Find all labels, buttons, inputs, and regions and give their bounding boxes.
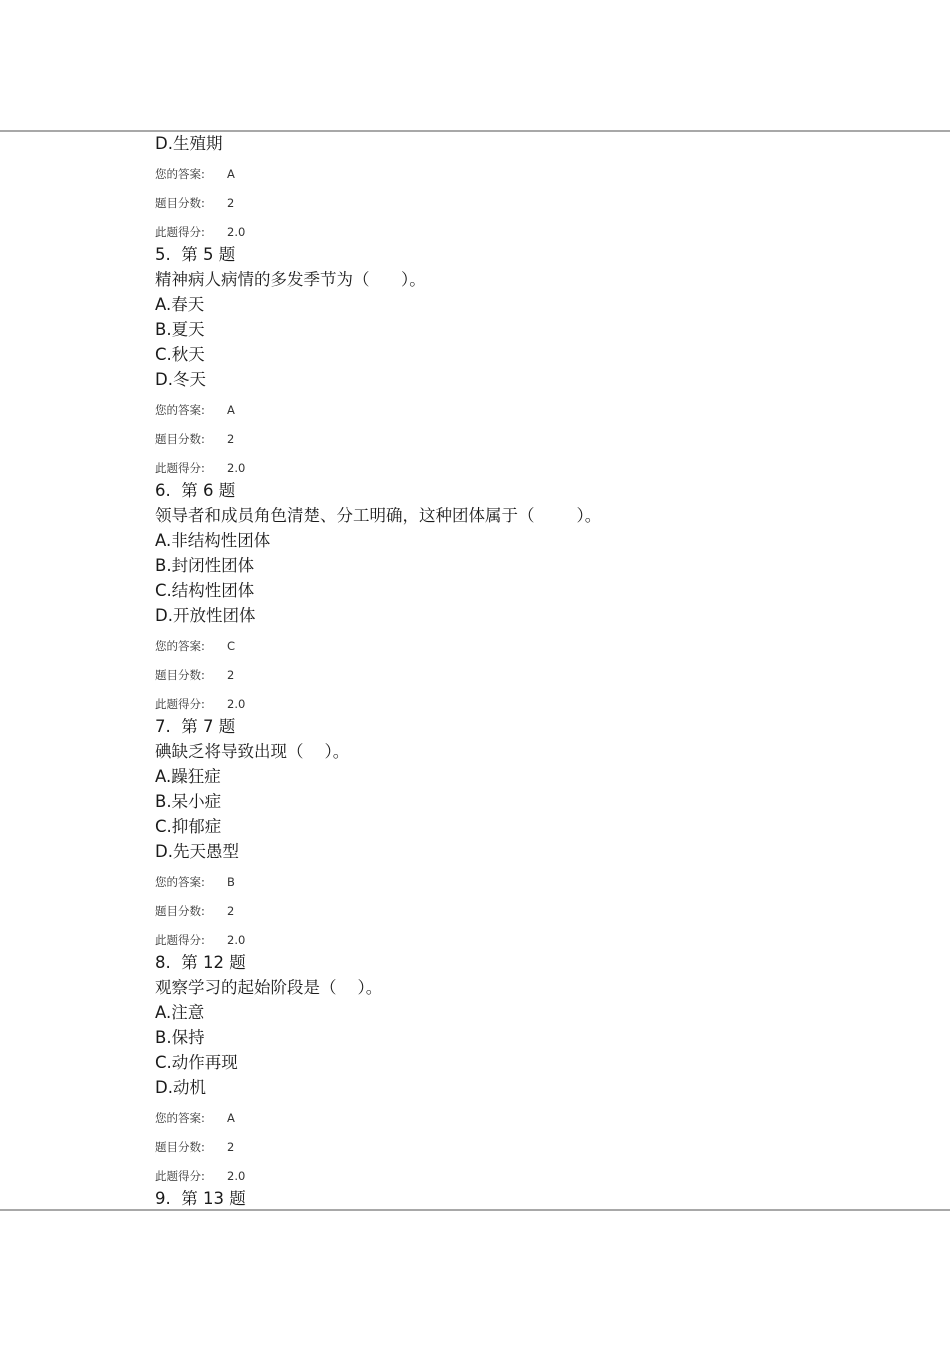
score-row: [155, 432, 234, 446]
your-answer-row: [155, 1111, 235, 1125]
score-value: 2: [227, 196, 235, 210]
option-b: B.夏天: [155, 320, 205, 339]
your-answer-label: 您的答案:: [155, 875, 205, 889]
option-b: B.封闭性团体: [155, 556, 255, 575]
score-label: 题目分数:: [155, 196, 205, 210]
score-row: [155, 904, 234, 918]
earned-label: 此题得分:: [155, 697, 205, 711]
option-b: B.保持: [155, 1028, 205, 1047]
score-row: [155, 196, 234, 210]
earned-label: 此题得分:: [155, 1169, 205, 1183]
score-value: 2: [227, 432, 235, 446]
page-bottom-divider: [0, 1209, 950, 1211]
earned-value: 2.0: [227, 697, 246, 711]
question-heading: 7. 第 7 题: [155, 717, 236, 736]
earned-label: 此题得分:: [155, 225, 205, 239]
earned-row: [155, 1169, 245, 1183]
question-heading: 5. 第 5 题: [155, 245, 236, 264]
option-a: A.躁狂症: [155, 767, 221, 786]
your-answer-label: 您的答案:: [155, 1111, 205, 1125]
earned-label: 此题得分:: [155, 461, 205, 475]
your-answer-row: [155, 639, 235, 653]
score-label: 题目分数:: [155, 432, 205, 446]
score-value: 2: [227, 904, 235, 918]
question-stem: 观察学习的起始阶段是（ ）。: [155, 978, 383, 997]
earned-value: 2.0: [227, 461, 246, 475]
your-answer-label: 您的答案:: [155, 403, 205, 417]
earned-label: 此题得分:: [155, 933, 205, 947]
your-answer-value: A: [227, 167, 235, 181]
your-answer-value: A: [227, 403, 235, 417]
option-d: D.开放性团体: [155, 606, 256, 625]
option-c: C.抑郁症: [155, 817, 222, 836]
score-row: [155, 1140, 234, 1154]
option-d: D.先天愚型: [155, 842, 239, 861]
earned-row: [155, 697, 245, 711]
option-a: A.非结构性团体: [155, 531, 271, 550]
page-top-divider: [0, 130, 950, 132]
score-value: 2: [227, 1140, 235, 1154]
option-c: C.秋天: [155, 345, 205, 364]
question-heading: 6. 第 6 题: [155, 481, 236, 500]
your-answer-value: B: [227, 875, 235, 889]
option-b: B.呆小症: [155, 792, 222, 811]
earned-row: [155, 225, 245, 239]
score-value: 2: [227, 668, 235, 682]
earned-row: [155, 933, 245, 947]
question-heading: 8. 第 12 题: [155, 953, 246, 972]
earned-row: [155, 461, 245, 475]
earned-value: 2.0: [227, 225, 246, 239]
score-label: 题目分数:: [155, 1140, 205, 1154]
option-d: D.动机: [155, 1078, 206, 1097]
option-d: D.生殖期: [155, 134, 223, 153]
option-c: C.动作再现: [155, 1053, 238, 1072]
option-a: A.注意: [155, 1003, 205, 1022]
your-answer-row: [155, 403, 235, 417]
earned-value: 2.0: [227, 933, 246, 947]
option-d: D.冬天: [155, 370, 206, 389]
option-a: A.春天: [155, 295, 205, 314]
your-answer-row: [155, 875, 235, 889]
your-answer-label: 您的答案:: [155, 639, 205, 653]
question-stem: 碘缺乏将导致出现（ ）。: [155, 742, 350, 761]
score-row: [155, 668, 234, 682]
your-answer-label: 您的答案:: [155, 167, 205, 181]
earned-value: 2.0: [227, 1169, 246, 1183]
your-answer-value: C: [227, 639, 236, 653]
your-answer-row: [155, 167, 235, 181]
question-stem: 精神病人病情的多发季节为（ ）。: [155, 270, 426, 289]
score-label: 题目分数:: [155, 904, 205, 918]
score-label: 题目分数:: [155, 668, 205, 682]
question-heading: 9. 第 13 题: [155, 1189, 246, 1208]
question-stem: 领导者和成员角色清楚、分工明确，这种团体属于（ ）。: [155, 506, 602, 525]
option-c: C.结构性团体: [155, 581, 255, 600]
your-answer-value: A: [227, 1111, 235, 1125]
